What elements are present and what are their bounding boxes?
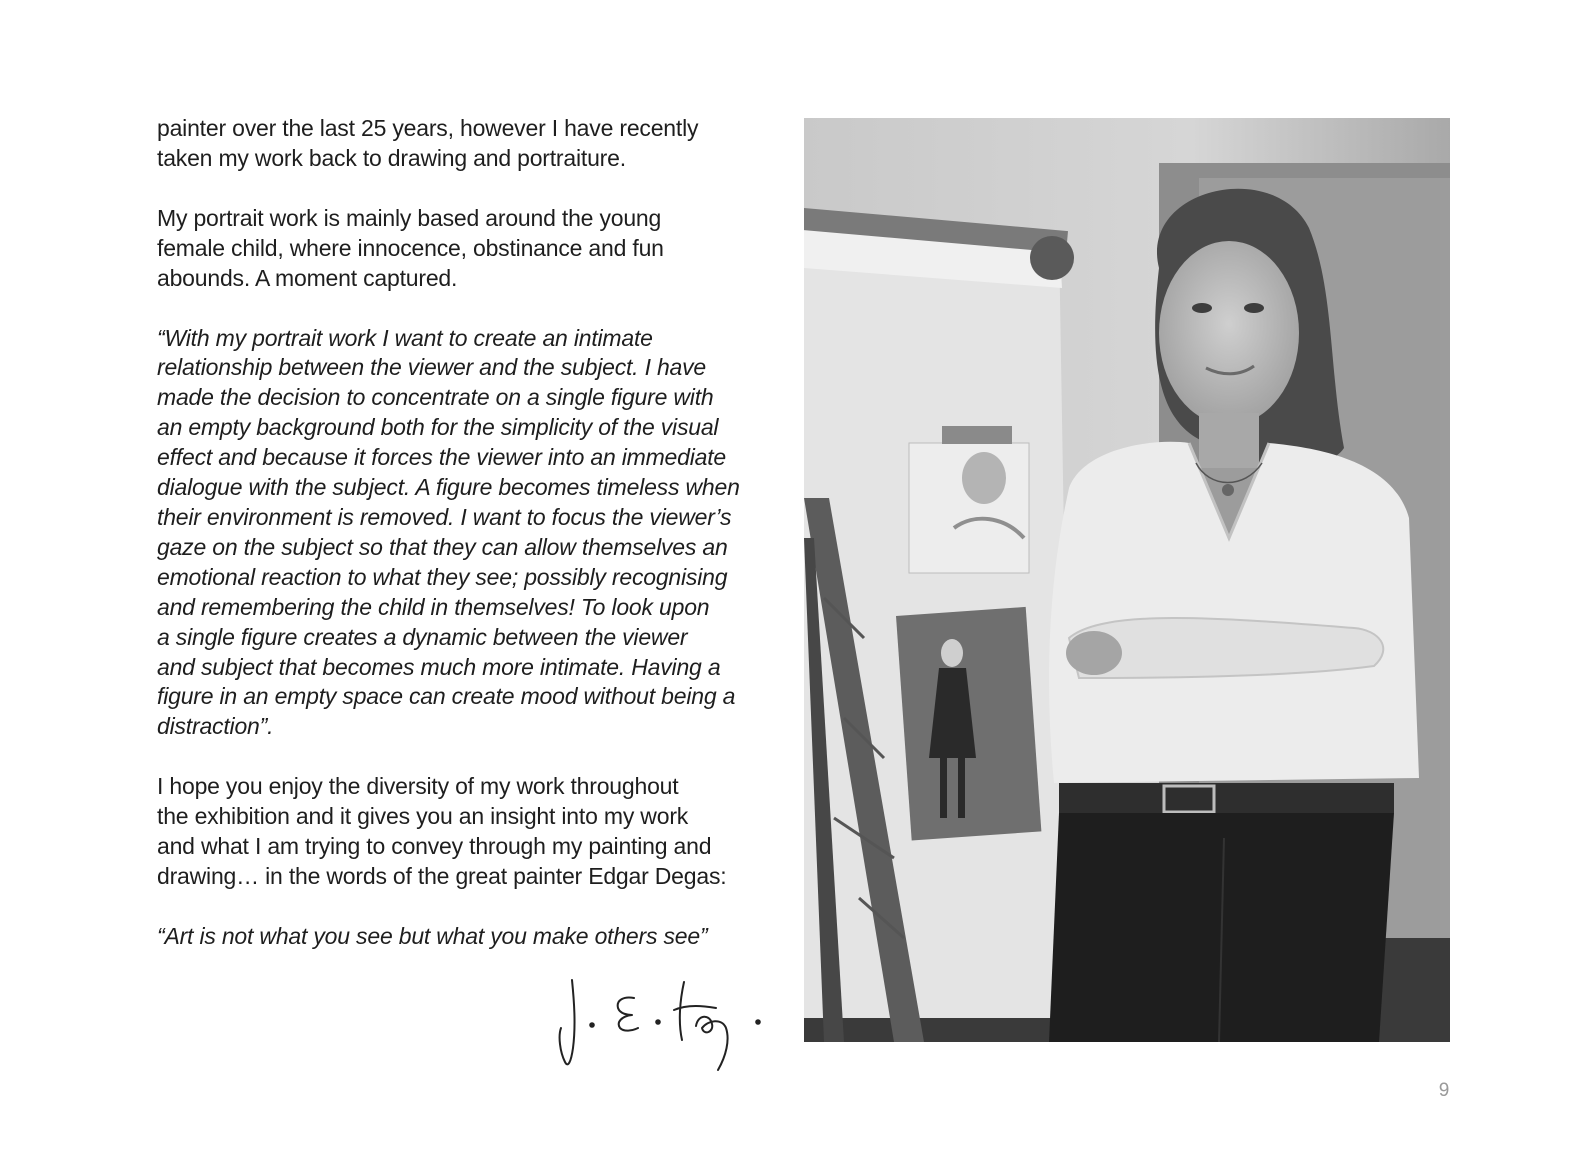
degas-quote: “Art is not what you see but what you make others see” xyxy=(157,922,708,949)
signature-icon xyxy=(548,970,768,1075)
body-text xyxy=(157,114,777,982)
intro-paragraph: painter over the last 25 years, however I have recently taken my work back to drawing and portraiture. xyxy=(157,115,699,171)
portrait-photo xyxy=(804,118,1450,1042)
closing-paragraph: I hope you enjoy the diversity of my work throughout the exhibition and it gives you an insight into my work and what I am trying to convey through my painting and drawing… in the words of the great painter Edgar Degas: xyxy=(157,773,727,889)
portrait-work-paragraph: My portrait work is mainly based around the young female child, where innocence, obstinance and fun abounds. A moment captured. xyxy=(157,204,664,291)
page-number: 9 xyxy=(1438,1080,1450,1101)
artist-quote: “With my portrait work I want to create an intimate relationship between the viewer and the subject. I have made the decision to concentrate on a single figure with an empty background both for the simplicity of the visual effect and because it forces the viewer into an immediate dialogue with the subject. A figure becomes timeless when their environment is removed. I want to focus the viewer’s gaze on the subject so that they can allow themselves an emotional reaction to what they see; possibly recognising and remembering the child in themselves! To look upon a single figure creates a dynamic between the viewer and subject that becomes much more intimate. Having a figure in an empty space can create mood without being a distraction”. xyxy=(157,324,740,740)
